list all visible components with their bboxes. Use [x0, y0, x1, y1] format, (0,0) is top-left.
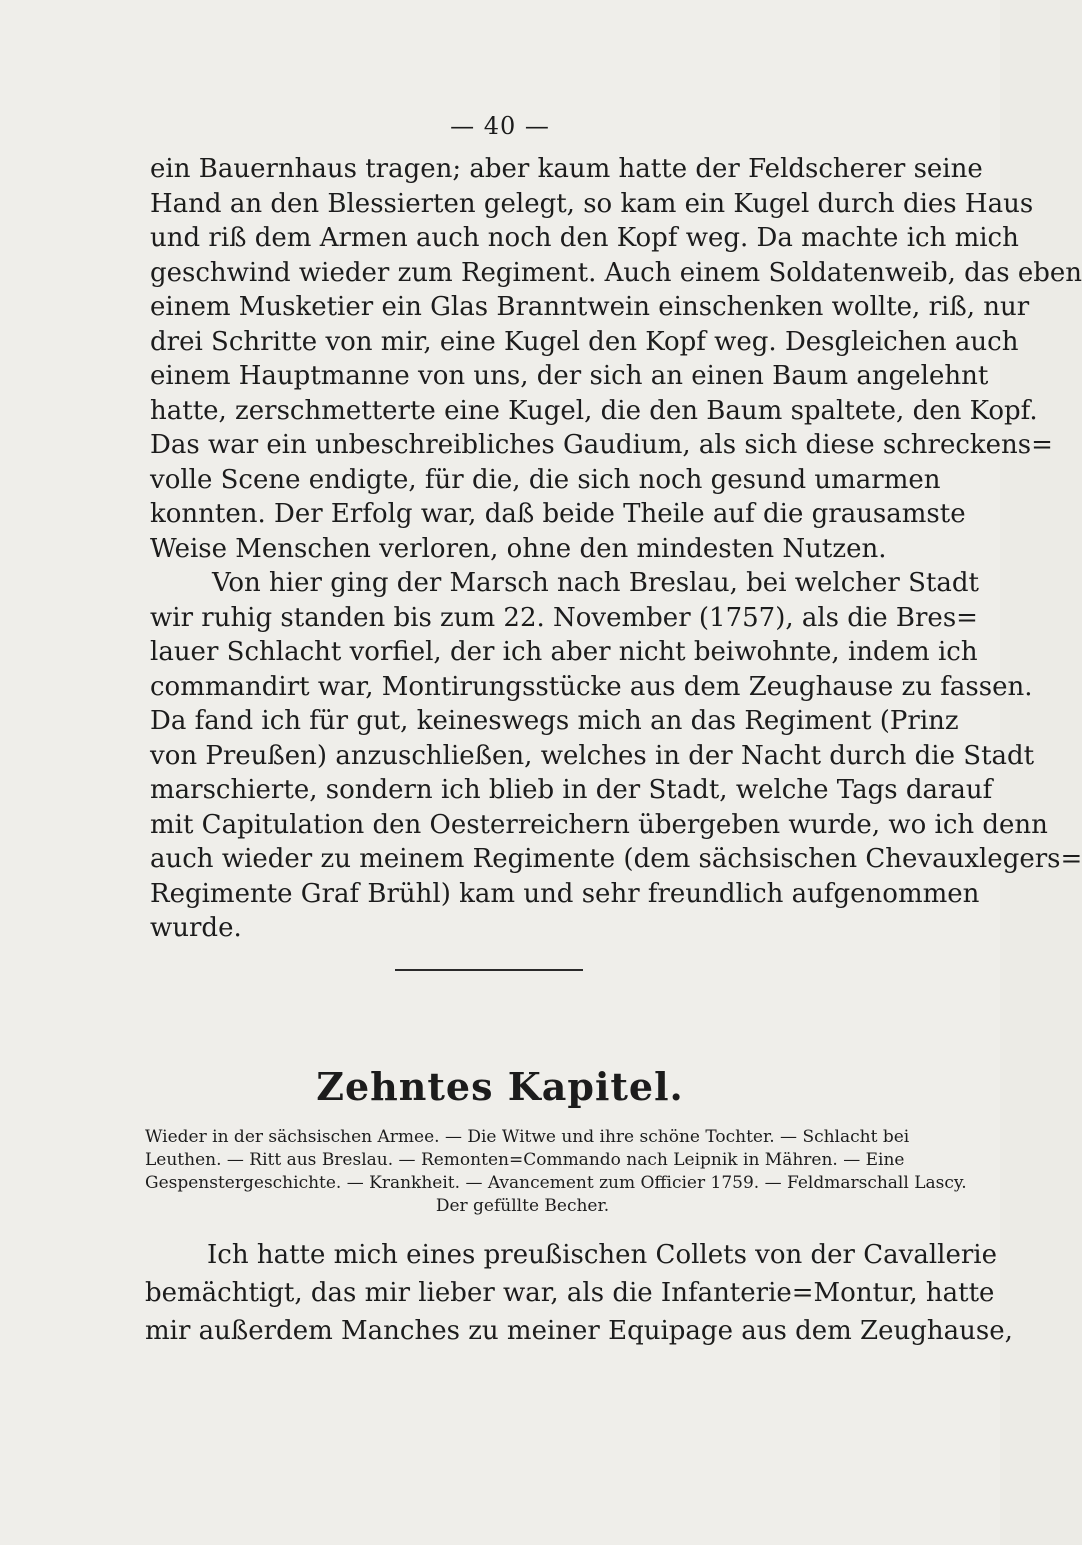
text-line: und riß dem Armen auch noch den Kopf weg. Da machte ich mich — [150, 223, 1019, 253]
text-line: commandirt war, Montirungsstücke aus dem Zeughause zu fassen. — [150, 671, 1033, 702]
text-line: wir ruhig standen bis zum 22. November (1757), als die Bres= — [150, 602, 978, 633]
text-line: Von hier ging der Marsch nach Breslau, bei welcher Stadt — [212, 568, 979, 598]
text-line: mir außerdem Manches zu meiner Equipage aus dem Zeughause, — [145, 1316, 1013, 1346]
chapter-summary — [145, 1126, 967, 1218]
text-line: konnten. Der Erfolg war, daß beide Theile auf die grausamste — [150, 499, 966, 529]
text-line: Regimente Graf Brühl) kam und sehr freundlich aufgenommen — [150, 878, 980, 909]
summary-line: Wieder in der sächsischen Armee. — Die Witwe und ihre schöne Tochter. — Schlacht bei — [145, 1127, 910, 1147]
text-line: ein Bauernhaus tragen; aber kaum hatte der Feldscherer seine — [150, 154, 983, 184]
section-divider — [395, 969, 583, 971]
text-line: drei Schritte von mir, eine Kugel den Kopf weg. Desgleichen auch — [150, 326, 1019, 357]
text-line: Weise Menschen verloren, ohne den mindesten Nutzen. — [150, 533, 887, 564]
chapter-opening-paragraph — [145, 1236, 1013, 1350]
text-line: Da fand ich für gut, keineswegs mich an das Regiment (Prinz — [150, 706, 959, 736]
text-line: geschwind wieder zum Regiment. Auch einem Soldatenweib, das eben — [150, 257, 1082, 288]
summary-line: Der gefüllte Becher. — [435, 1196, 610, 1216]
text-line: volle Scene endigte, für die, die sich noch gesund umarmen — [150, 464, 941, 495]
text-line: lauer Schlacht vorfiel, der ich aber nicht beiwohnte, indem ich — [150, 637, 978, 667]
text-line: bemächtigt, das mir lieber war, als die Infanterie=Montur, hatte — [145, 1278, 995, 1308]
text-line: einem Musketier ein Glas Branntwein einschenken wollte, riß, nur — [150, 292, 1030, 322]
text-line: mit Capitulation den Oesterreichern übergeben wurde, wo ich denn — [150, 809, 1048, 840]
text-line: marschierte, sondern ich blieb in der Stadt, welche Tags darauf — [150, 775, 993, 805]
summary-line: Leuthen. — Ritt aus Breslau. — Remonten=Commando nach Leipnik in Mähren. — Eine — [145, 1150, 905, 1170]
text-line: Hand an den Blessierten gelegt, so kam ein Kugel durch dies Haus — [150, 188, 1034, 219]
paragraph-continuation — [150, 152, 1082, 946]
summary-line: Gespenstergeschichte. — Krankheit. — Avancement zum Officier 1759. — Feldmarschall Lascy. — [145, 1173, 967, 1193]
text-line: auch wieder zu meinem Regimente (dem sächsischen Chevauxlegers= — [150, 844, 1082, 874]
text-line: hatte, zerschmetterte eine Kugel, die den Baum spaltete, den Kopf. — [150, 395, 1038, 426]
chapter-title: Zehntes Kapitel. — [316, 1064, 684, 1109]
text-line: von Preußen) anzuschließen, welches in der Nacht durch die Stadt — [150, 740, 1035, 771]
text-line: einem Hauptmanne von uns, der sich an einen Baum angelehnt — [150, 361, 989, 391]
text-line: Ich hatte mich eines preußischen Collets von der Cavallerie — [207, 1240, 997, 1270]
text-line: Das war ein unbeschreibliches Gaudium, als sich diese schreckens= — [150, 430, 1053, 460]
text-line: wurde. — [150, 913, 242, 943]
page-number: — 40 — — [450, 112, 550, 140]
